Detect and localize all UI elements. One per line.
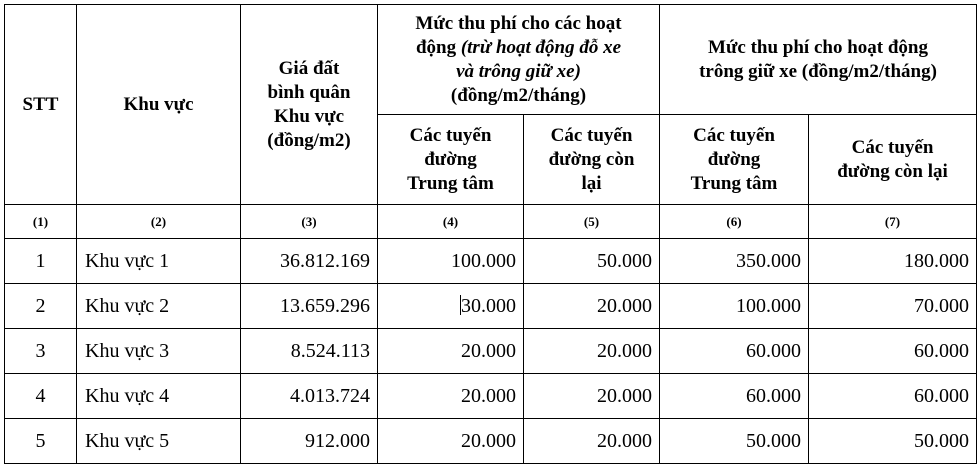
cell-center-parking: 50.000 xyxy=(660,419,809,464)
cell-rest-parking: 70.000 xyxy=(809,284,977,329)
cell-rest-activities: 20.000 xyxy=(524,419,660,464)
cell-center-parking: 60.000 xyxy=(660,374,809,419)
header-group-activities: Mức thu phí cho các hoạt động (trừ hoạt động đỗ xe và trông giữ xe) (đồng/m2/tháng) xyxy=(378,5,660,115)
cell-area: Khu vực 4 xyxy=(77,374,241,419)
col-number: (3) xyxy=(241,205,378,239)
table-row xyxy=(5,239,977,284)
table-row xyxy=(5,419,977,464)
cell-center-parking: 350.000 xyxy=(660,239,809,284)
col-number: (7) xyxy=(809,205,977,239)
cell-rest-parking: 50.000 xyxy=(809,419,977,464)
cell-area: Khu vực 1 xyxy=(77,239,241,284)
cell-center-activities: 20.000 xyxy=(378,329,524,374)
table-row xyxy=(5,284,977,329)
cell-price: 8.524.113 xyxy=(241,329,378,374)
fee-table xyxy=(4,4,977,464)
cell-rest-activities: 50.000 xyxy=(524,239,660,284)
col-number: (2) xyxy=(77,205,241,239)
header-rest-parking: Các tuyến đường còn lại xyxy=(809,115,977,205)
table-row xyxy=(5,374,977,419)
column-number-row xyxy=(5,205,977,239)
cell-center-activities: 20.000 xyxy=(378,419,524,464)
cell-rest-activities: 20.000 xyxy=(524,284,660,329)
cell-area: Khu vực 5 xyxy=(77,419,241,464)
header-center-activities: Các tuyến đường Trung tâm xyxy=(378,115,524,205)
header-rest-activities: Các tuyến đường còn lại xyxy=(524,115,660,205)
cell-price: 36.812.169 xyxy=(241,239,378,284)
header-area: Khu vực xyxy=(77,5,241,205)
cell-rest-parking: 60.000 xyxy=(809,374,977,419)
cell-rest-parking: 180.000 xyxy=(809,239,977,284)
cell-center-activities: 100.000 xyxy=(378,239,524,284)
cell-stt: 5 xyxy=(5,419,77,464)
cell-center-activities: 20.000 xyxy=(378,374,524,419)
col-number: (5) xyxy=(524,205,660,239)
cell-center-parking: 60.000 xyxy=(660,329,809,374)
header-group-parking: Mức thu phí cho hoạt động trông giữ xe (đồng/m2/tháng) xyxy=(660,5,977,115)
header-stt: STT xyxy=(5,5,77,205)
header-avg-price: Giá đất bình quân Khu vực (đồng/m2) xyxy=(241,5,378,205)
cell-rest-parking: 60.000 xyxy=(809,329,977,374)
cell-price: 13.659.296 xyxy=(241,284,378,329)
cell-center-parking: 100.000 xyxy=(660,284,809,329)
cell-stt: 3 xyxy=(5,329,77,374)
cell-stt: 1 xyxy=(5,239,77,284)
table-row xyxy=(5,329,977,374)
col-number: (1) xyxy=(5,205,77,239)
cell-area: Khu vực 3 xyxy=(77,329,241,374)
header-center-parking: Các tuyến đường Trung tâm xyxy=(660,115,809,205)
cell-stt: 2 xyxy=(5,284,77,329)
cell-area: Khu vực 2 xyxy=(77,284,241,329)
cell-stt: 4 xyxy=(5,374,77,419)
cell-price: 912.000 xyxy=(241,419,378,464)
cell-price: 4.013.724 xyxy=(241,374,378,419)
col-number: (6) xyxy=(660,205,809,239)
cell-center-activities[interactable]: 30.000 xyxy=(378,284,524,329)
cell-rest-activities: 20.000 xyxy=(524,374,660,419)
cell-rest-activities: 20.000 xyxy=(524,329,660,374)
col-number: (4) xyxy=(378,205,524,239)
